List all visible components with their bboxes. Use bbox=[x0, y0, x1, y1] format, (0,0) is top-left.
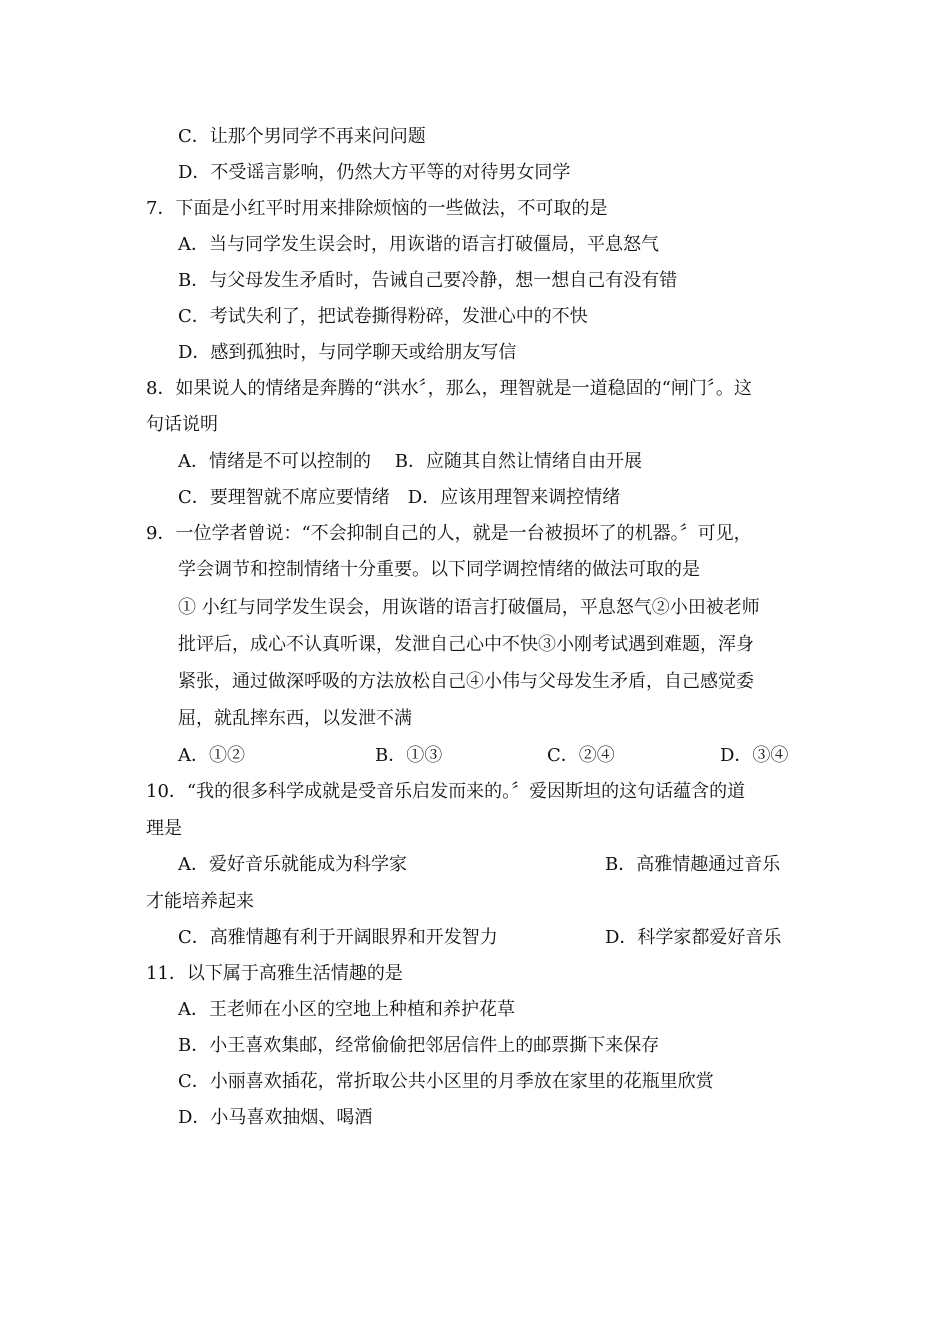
q6-option-c: C．让那个男同学不再来问问题 bbox=[178, 126, 426, 147]
q11-option-a: A．王老师在小区的空地上种植和养护花草 bbox=[178, 999, 515, 1020]
q11-stem: 11．以下属于高雅生活情趣的是 bbox=[146, 963, 403, 984]
q10-option-a: A．爱好音乐就能成为科学家 bbox=[178, 854, 407, 875]
q11-option-d: D．小马喜欢抽烟、喝酒 bbox=[178, 1107, 373, 1128]
q7-stem: 7．下面是小红平时用来排除烦恼的一些做法，不可取的是 bbox=[146, 198, 608, 219]
q8-options-ab: A．情绪是不可以控制的 B．应随其自然让情绪自由开展 bbox=[178, 451, 642, 472]
q7-option-c: C．考试失利了，把试卷撕得粉碎，发泄心中的不快 bbox=[178, 306, 588, 327]
q8-stem-line2: 句话说明 bbox=[146, 414, 218, 435]
q9-option-b: B．①③ bbox=[375, 745, 443, 766]
q10-stem-line1: 10．“我的很多科学成就是受音乐启发而来的。〞爱因斯坦的这句话蕴含的道 bbox=[146, 781, 746, 802]
q9-stem-line2: 学会调节和控制情绪十分重要。以下同学调控情绪的做法可取的是 bbox=[178, 559, 700, 580]
q7-option-d: D．感到孤独时，与同学聊天或给朋友写信 bbox=[178, 342, 517, 363]
q9-body-line1: ① 小红与同学发生误会，用诙谐的语言打破僵局，平息怒气②小田被老师 bbox=[178, 597, 760, 618]
q9-body-line3: 紧张，通过做深呼吸的方法放松自己④小伟与父母发生矛盾，自己感觉委 bbox=[178, 671, 754, 692]
q10-option-b: B．高雅情趣通过音乐 bbox=[605, 854, 781, 875]
q10-option-d: D．科学家都爱好音乐 bbox=[605, 927, 782, 948]
q9-option-a: A．①② bbox=[178, 745, 245, 766]
q10-option-b-continued: 才能培养起来 bbox=[146, 891, 254, 912]
q10-option-c: C．高雅情趣有利于开阔眼界和开发智力 bbox=[178, 927, 498, 948]
q9-option-c: C．②④ bbox=[547, 745, 615, 766]
q6-option-d: D．不受谣言影响，仍然大方平等的对待男女同学 bbox=[178, 162, 571, 183]
q7-option-a: A．当与同学发生误会时，用诙谐的语言打破僵局，平息怒气 bbox=[178, 234, 659, 255]
q11-option-c: C．小丽喜欢插花，常折取公共小区里的月季放在家里的花瓶里欣赏 bbox=[178, 1071, 714, 1092]
q8-stem-line1: 8．如果说人的情绪是奔腾的“洪水〞，那么，理智就是一道稳固的“闸门〞。这 bbox=[146, 378, 752, 399]
q10-stem-line2: 理是 bbox=[146, 818, 182, 839]
q9-stem-line1: 9．一位学者曾说：“不会抑制自己的人，就是一台被损坏了的机器。〞可见， bbox=[146, 523, 752, 544]
q7-option-b: B．与父母发生矛盾时，告诫自己要冷静，想一想自己有没有错 bbox=[178, 270, 678, 291]
q9-body-line2: 批评后，成心不认真听课，发泄自己心中不快③小刚考试遇到难题，浑身 bbox=[178, 634, 754, 655]
q9-body-line4: 屈，就乱摔东西，以发泄不满 bbox=[178, 708, 412, 729]
q11-option-b: B．小王喜欢集邮，经常偷偷把邻居信件上的邮票撕下来保存 bbox=[178, 1035, 660, 1056]
q8-options-cd: C．要理智就不席应要情绪 D．应该用理智来调控情绪 bbox=[178, 487, 621, 508]
q9-option-d: D．③④ bbox=[720, 745, 789, 766]
